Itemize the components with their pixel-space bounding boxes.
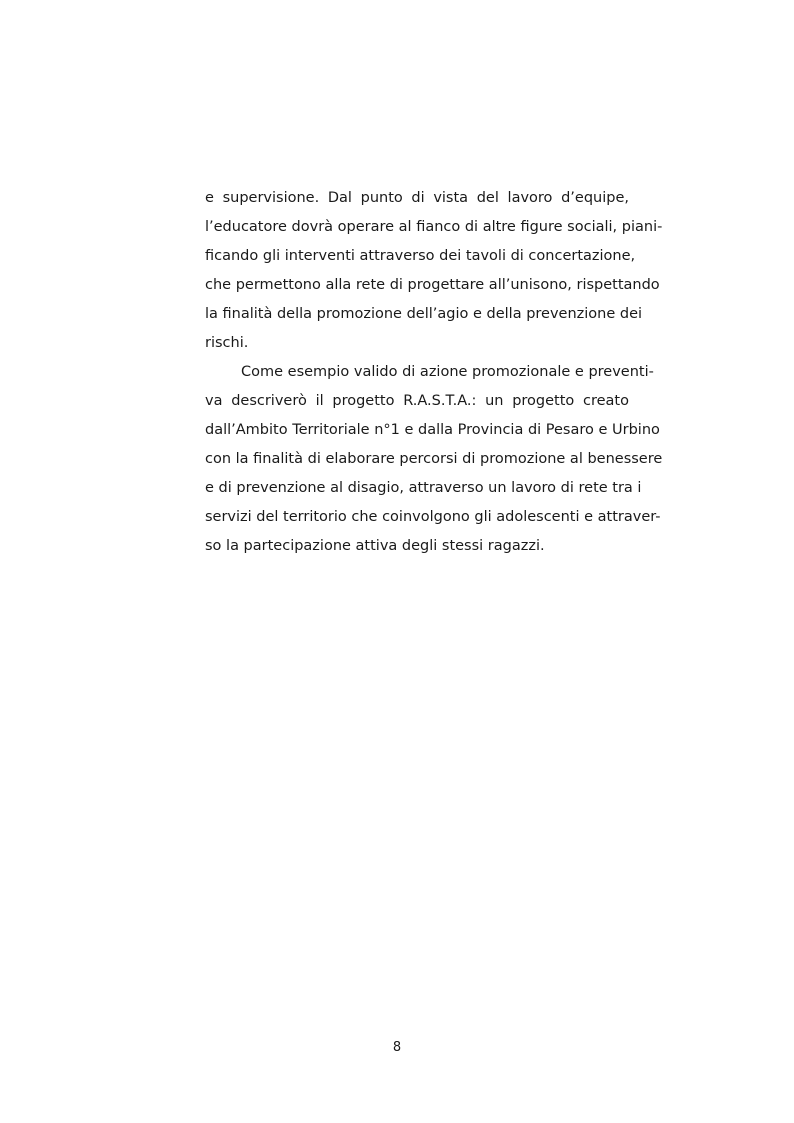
text-line: la finalità della promozione dell’agio e della prevenzione dei [205,306,643,322]
text-line: che permettono alla rete di progettare all’unisono, rispettando [205,277,660,293]
text-line: so la partecipazione attiva degli stessi ragazzi. [205,538,545,554]
paragraph-1 [205,184,663,358]
text-line: va descriverò il progetto R.A.S.T.A.: un progetto creato [205,393,629,409]
text-line: servizi del territorio che coinvolgono gli adolescenti e attraver- [205,509,661,525]
text-line: Come esempio valido di azione promozionale e preventi- [241,364,654,380]
text-line: rischi. [205,335,249,351]
page-number: 8 [392,1040,402,1055]
text-line: e supervisione. Dal punto di vista del lavoro d’equipe, [205,190,629,206]
body-text [205,184,663,561]
text-line: dall’Ambito Territoriale n°1 e dalla Provincia di Pesaro e Urbino [205,422,660,438]
paragraph-2 [205,358,663,561]
text-line: l’educatore dovrà operare al fianco di altre figure sociali, piani- [205,219,663,235]
text-line: con la finalità di elaborare percorsi di promozione al benessere [205,451,663,467]
text-line: ficando gli interventi attraverso dei tavoli di concertazione, [205,248,636,264]
text-line: e di prevenzione al disagio, attraverso un lavoro di rete tra i [205,480,642,496]
